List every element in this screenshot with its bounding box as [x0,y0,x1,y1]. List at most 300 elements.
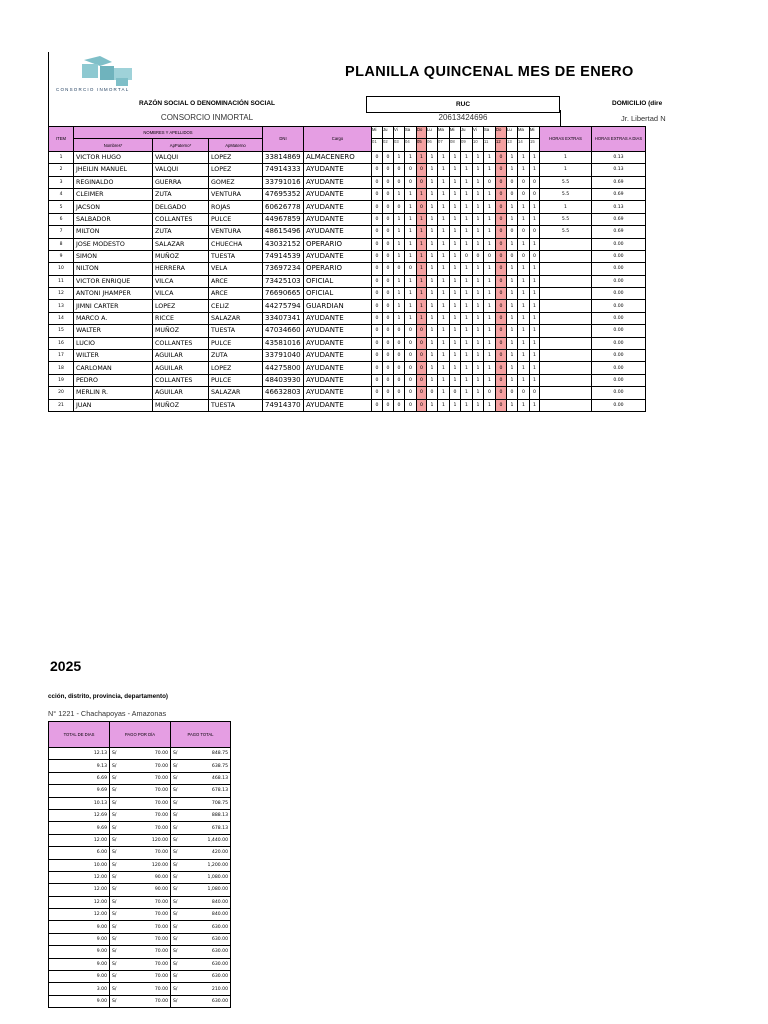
table-row [49,325,646,337]
amount-value: 70.00 [154,912,168,918]
day-cell: 1 [417,226,427,238]
pago-total-cell [171,797,231,809]
day-cell: 1 [417,300,427,312]
domicilio-value: Jr. Libertad N [621,114,666,123]
pago-dia-cell [110,822,171,834]
day-cell: 0 [394,399,405,411]
day-cell: 1 [427,226,438,238]
day-cell: 0 [417,201,427,213]
item-cell: 7 [49,226,74,238]
day-cell: 0 [484,387,496,399]
table-row [49,822,231,834]
day-cell: 0 [383,325,394,337]
amount-value: 630.00 [211,949,228,955]
day-cell: 1 [484,300,496,312]
day-cell: 0 [405,387,417,399]
pago-dia-cell [110,995,171,1007]
day-number-header: 11 [484,139,496,151]
currency-symbol: S/ [112,961,117,967]
day-cell: 1 [530,374,540,386]
day-cell: 0 [496,387,507,399]
day-cell: 0 [507,176,518,188]
cargo-cell: AYUDANTE [304,362,372,374]
item-cell: 6 [49,213,74,225]
nombres-cell: JIMNI CARTER [74,300,153,312]
horas-extras-dias-cell: 0.00 [592,312,646,324]
ap-materno-cell: LOPEZ [209,151,263,163]
total-dias-cell: 9.00 [49,921,110,933]
day-cell: 1 [518,374,530,386]
day-cell: 0 [530,250,540,262]
day-cell: 1 [417,312,427,324]
day-cell: 1 [507,164,518,176]
table-row [49,760,231,772]
day-cell: 1 [473,362,484,374]
currency-symbol: S/ [173,949,178,955]
pago-dia-cell [110,760,171,772]
day-cell: 1 [530,337,540,349]
day-cell: 0 [450,387,461,399]
nombres-cell: CARLOMAN [74,362,153,374]
direccion-value: N° 1221 - Chachapoyas - Amazonas [48,709,167,718]
day-cell: 0 [383,226,394,238]
day-cell: 0 [372,151,383,163]
horas-extras-cell [540,238,592,250]
day-cell: 1 [417,250,427,262]
horas-extras-dias-cell: 0.00 [592,387,646,399]
day-cell: 0 [394,325,405,337]
item-cell: 21 [49,399,74,411]
currency-symbol: S/ [112,986,117,992]
horas-extras-dias-cell: 0.00 [592,337,646,349]
day-cell: 0 [383,374,394,386]
pago-dia-cell [110,834,171,846]
ap-materno-cell: TUESTA [209,250,263,262]
cargo-cell: AYUDANTE [304,213,372,225]
day-cell: 0 [417,374,427,386]
day-cell: 1 [507,151,518,163]
day-cell: 0 [372,263,383,275]
total-dias-cell: 3.00 [49,983,110,995]
day-cell: 1 [405,151,417,163]
day-cell: 1 [530,238,540,250]
col-total-dias-header: TOTAL DE DIAS [49,722,110,748]
day-cell: 0 [372,312,383,324]
day-cell: 0 [383,176,394,188]
cargo-cell: AYUDANTE [304,226,372,238]
horas-extras-dias-cell: 0.00 [592,263,646,275]
dni-cell: 44275794 [263,300,304,312]
day-cell: 1 [461,300,473,312]
day-cell: 0 [405,263,417,275]
pago-total-cell [171,822,231,834]
day-cell: 1 [507,300,518,312]
day-cell: 1 [518,201,530,213]
horas-extras-cell [540,387,592,399]
day-cell: 1 [427,250,438,262]
day-number-header: 12 [496,139,507,151]
ap-materno-cell: VENTURA [209,188,263,200]
amount-value: 70.00 [154,999,168,1004]
horas-extras-cell [540,250,592,262]
table-row [49,337,646,349]
day-cell: 1 [427,263,438,275]
amount-value: 70.00 [154,763,168,769]
day-cell: 1 [484,362,496,374]
ap-materno-cell: LOPEZ [209,362,263,374]
day-cell: 1 [417,188,427,200]
currency-symbol: S/ [173,937,178,943]
day-name-header: Sa [405,127,417,139]
col-pago-dia-header: PAGO POR DÍA [110,722,171,748]
cargo-cell: AYUDANTE [304,188,372,200]
table-row [49,859,231,871]
col-nombres-header: Nombres* [74,139,153,151]
day-cell: 1 [518,288,530,300]
page-title: PLANILLA QUINCENAL MES DE ENERO [345,64,634,80]
day-cell: 0 [518,387,530,399]
total-dias-cell: 9.00 [49,946,110,958]
ap-paterno-cell: VILCA [153,288,209,300]
attendance-table-body [49,151,646,411]
amount-value: 70.00 [154,899,168,905]
nombres-cell: ANTONI JHAMPER [74,288,153,300]
day-cell: 1 [530,288,540,300]
dni-cell: 74914333 [263,164,304,176]
day-cell: 1 [450,151,461,163]
day-cell: 1 [530,325,540,337]
table-row [49,263,646,275]
total-dias-cell: 12.13 [49,748,110,760]
horas-extras-cell [540,374,592,386]
table-row [49,983,231,995]
table-row [49,946,231,958]
amount-value: 210.00 [211,986,228,992]
table-row [49,238,646,250]
day-cell: 0 [405,337,417,349]
nombres-cell: WALTER [74,325,153,337]
total-dias-cell: 10.13 [49,797,110,809]
day-cell: 0 [383,350,394,362]
day-cell: 1 [450,176,461,188]
day-cell: 0 [507,226,518,238]
amount-value: 1,080.00 [207,875,228,881]
pago-dia-cell [110,909,171,921]
day-cell: 1 [417,213,427,225]
day-cell: 1 [450,362,461,374]
day-cell: 0 [496,312,507,324]
day-cell: 0 [383,300,394,312]
day-cell: 1 [473,374,484,386]
currency-symbol: S/ [112,937,117,943]
horas-extras-cell: 5.5 [540,176,592,188]
horas-extras-cell [540,350,592,362]
item-cell: 4 [49,188,74,200]
day-cell: 1 [438,325,450,337]
day-cell: 1 [507,374,518,386]
table-row [49,785,231,797]
day-cell: 1 [438,387,450,399]
day-cell: 1 [450,374,461,386]
ap-paterno-cell: COLLANTES [153,337,209,349]
pago-dia-cell [110,884,171,896]
ap-paterno-cell: MUÑOZ [153,250,209,262]
day-cell: 0 [417,399,427,411]
day-cell: 1 [461,288,473,300]
day-cell: 1 [438,226,450,238]
day-cell: 0 [417,387,427,399]
currency-symbol: S/ [173,986,178,992]
amount-value: 70.00 [154,775,168,781]
total-dias-cell: 12.00 [49,909,110,921]
day-cell: 1 [484,238,496,250]
year-label: 2025 [50,658,82,674]
day-cell: 1 [507,337,518,349]
day-cell: 1 [461,263,473,275]
payroll-page-bottom [0,600,768,1024]
cargo-cell: AYUDANTE [304,399,372,411]
day-cell: 1 [427,164,438,176]
col-nombres-group-header: NOMBRES Y APELLIDOS [74,127,263,139]
day-cell: 0 [372,250,383,262]
day-number-header: 07 [438,139,450,151]
table-row [49,809,231,821]
pago-total-cell [171,933,231,945]
item-cell: 15 [49,325,74,337]
day-cell: 1 [473,213,484,225]
day-cell: 1 [507,362,518,374]
currency-symbol: S/ [173,850,178,856]
col-ap-materno-header: ApMaterno [209,139,263,151]
day-cell: 1 [473,288,484,300]
day-cell: 1 [507,201,518,213]
day-cell: 1 [427,337,438,349]
currency-symbol: S/ [112,800,117,806]
day-cell: 1 [484,288,496,300]
pago-dia-cell [110,871,171,883]
day-cell: 0 [394,201,405,213]
day-cell: 0 [372,337,383,349]
day-cell: 0 [394,350,405,362]
day-cell: 1 [518,325,530,337]
amount-value: 70.00 [154,788,168,794]
dni-cell: 44275800 [263,362,304,374]
total-dias-cell: 12.69 [49,809,110,821]
ap-materno-cell: ARCE [209,288,263,300]
day-cell: 1 [438,188,450,200]
day-name-header: Ma [518,127,530,139]
pago-total-cell [171,809,231,821]
dni-cell: 60626778 [263,201,304,213]
day-cell: 1 [507,213,518,225]
item-cell: 20 [49,387,74,399]
ap-materno-cell: VENTURA [209,226,263,238]
col-cargo-header: Cargo [304,127,372,152]
day-cell: 0 [496,263,507,275]
amount-value: 70.00 [154,813,168,819]
total-dias-cell: 6.69 [49,772,110,784]
currency-symbol: S/ [173,751,178,757]
nombres-cell: PEDRO [74,374,153,386]
currency-symbol: S/ [173,961,178,967]
nombres-cell: JOSE MODESTO [74,238,153,250]
day-cell: 0 [530,226,540,238]
horas-extras-dias-cell: 0.69 [592,188,646,200]
day-cell: 1 [473,350,484,362]
day-cell: 1 [484,226,496,238]
pago-total-cell [171,760,231,772]
domicilio-label: DOMICILIO (dire [612,100,663,107]
day-cell: 0 [496,350,507,362]
amount-value: 678.13 [211,788,228,794]
amount-value: 638.75 [211,763,228,769]
day-cell: 0 [372,201,383,213]
day-cell: 1 [427,325,438,337]
currency-symbol: S/ [173,999,178,1004]
day-cell: 0 [530,176,540,188]
day-cell: 0 [417,362,427,374]
table-row [49,362,646,374]
nombres-cell: MERLIN R. [74,387,153,399]
day-cell: 1 [438,238,450,250]
attendance-table [48,126,646,412]
nombres-cell: MARCO A. [74,312,153,324]
day-cell: 0 [507,250,518,262]
day-cell: 0 [496,399,507,411]
day-cell: 1 [461,312,473,324]
day-cell: 1 [438,374,450,386]
day-cell: 1 [438,164,450,176]
cargo-cell: AYUDANTE [304,164,372,176]
nombres-cell: MILTON [74,226,153,238]
total-dias-cell: 9.00 [49,995,110,1007]
dni-cell: 48615496 [263,226,304,238]
day-cell: 1 [450,213,461,225]
day-cell: 1 [394,312,405,324]
ap-paterno-cell: AGUILAR [153,387,209,399]
table-row [49,971,231,983]
dni-cell: 44967859 [263,213,304,225]
payment-table-body [49,748,231,1008]
total-dias-cell: 12.00 [49,884,110,896]
dni-cell: 47034660 [263,325,304,337]
day-cell: 0 [383,238,394,250]
table-row [49,995,231,1007]
item-cell: 2 [49,164,74,176]
svg-text:CONSORCIO INMORTAL: CONSORCIO INMORTAL [56,87,130,92]
cargo-cell: OPERARIO [304,238,372,250]
day-cell: 1 [405,213,417,225]
day-cell: 1 [417,275,427,287]
day-cell: 1 [473,263,484,275]
pago-total-cell [171,983,231,995]
day-cell: 0 [496,300,507,312]
horas-extras-dias-cell: 0.00 [592,238,646,250]
razon-social-value: CONSORCIO INMORTAL [160,113,254,122]
day-cell: 1 [473,164,484,176]
nombres-cell: SIMON [74,250,153,262]
currency-symbol: S/ [112,862,117,868]
amount-value: 70.00 [154,924,168,930]
day-cell: 1 [518,399,530,411]
day-cell: 0 [530,188,540,200]
amount-value: 70.00 [154,986,168,992]
day-cell: 0 [394,337,405,349]
horas-extras-dias-cell: 0.00 [592,288,646,300]
day-cell: 1 [507,325,518,337]
amount-value: 630.00 [211,974,228,980]
amount-value: 468.13 [211,775,228,781]
pago-dia-cell [110,921,171,933]
day-cell: 0 [383,362,394,374]
day-cell: 1 [530,151,540,163]
col-ap-paterno-header: ApPaterno* [153,139,209,151]
day-cell: 1 [461,176,473,188]
dni-cell: 33791040 [263,350,304,362]
amount-value: 630.00 [211,999,228,1004]
cargo-cell: ALMACENERO [304,151,372,163]
table-row [49,909,231,921]
day-cell: 0 [394,164,405,176]
horas-extras-dias-cell: 0.69 [592,176,646,188]
table-row [49,164,646,176]
item-cell: 16 [49,337,74,349]
day-cell: 1 [438,312,450,324]
item-cell: 17 [49,350,74,362]
logo-icon [54,54,164,94]
day-cell: 1 [394,151,405,163]
horas-extras-cell: 5.5 [540,213,592,225]
day-name-header: Mi [450,127,461,139]
day-number-header: 14 [518,139,530,151]
company-logo [54,54,164,94]
pago-total-cell [171,921,231,933]
amount-value: 70.00 [154,961,168,967]
currency-symbol: S/ [112,825,117,831]
col-dni-header: DNI [263,127,304,152]
day-cell: 1 [518,164,530,176]
pago-total-cell [171,946,231,958]
day-cell: 0 [372,374,383,386]
day-cell: 1 [450,263,461,275]
day-cell: 1 [461,374,473,386]
horas-extras-cell: 1 [540,201,592,213]
currency-symbol: S/ [173,775,178,781]
day-cell: 0 [518,226,530,238]
day-number-header: 13 [507,139,518,151]
payroll-page-top [0,0,768,470]
dni-cell: 74914370 [263,399,304,411]
day-cell: 1 [394,238,405,250]
day-cell: 1 [450,164,461,176]
day-cell: 0 [394,387,405,399]
day-cell: 1 [427,238,438,250]
day-cell: 1 [484,263,496,275]
day-cell: 1 [530,201,540,213]
day-cell: 1 [484,399,496,411]
amount-value: 678.13 [211,825,228,831]
cargo-cell: AYUDANTE [304,337,372,349]
ap-materno-cell: SALAZAR [209,387,263,399]
amount-value: 848.75 [211,751,228,757]
day-cell: 1 [450,399,461,411]
amount-value: 630.00 [211,937,228,943]
col-horas-extras-dias-header: HORAS EXTRAS A DIAS [592,127,646,152]
day-cell: 1 [461,164,473,176]
day-cell: 1 [427,176,438,188]
pago-dia-cell [110,847,171,859]
day-cell: 1 [507,288,518,300]
